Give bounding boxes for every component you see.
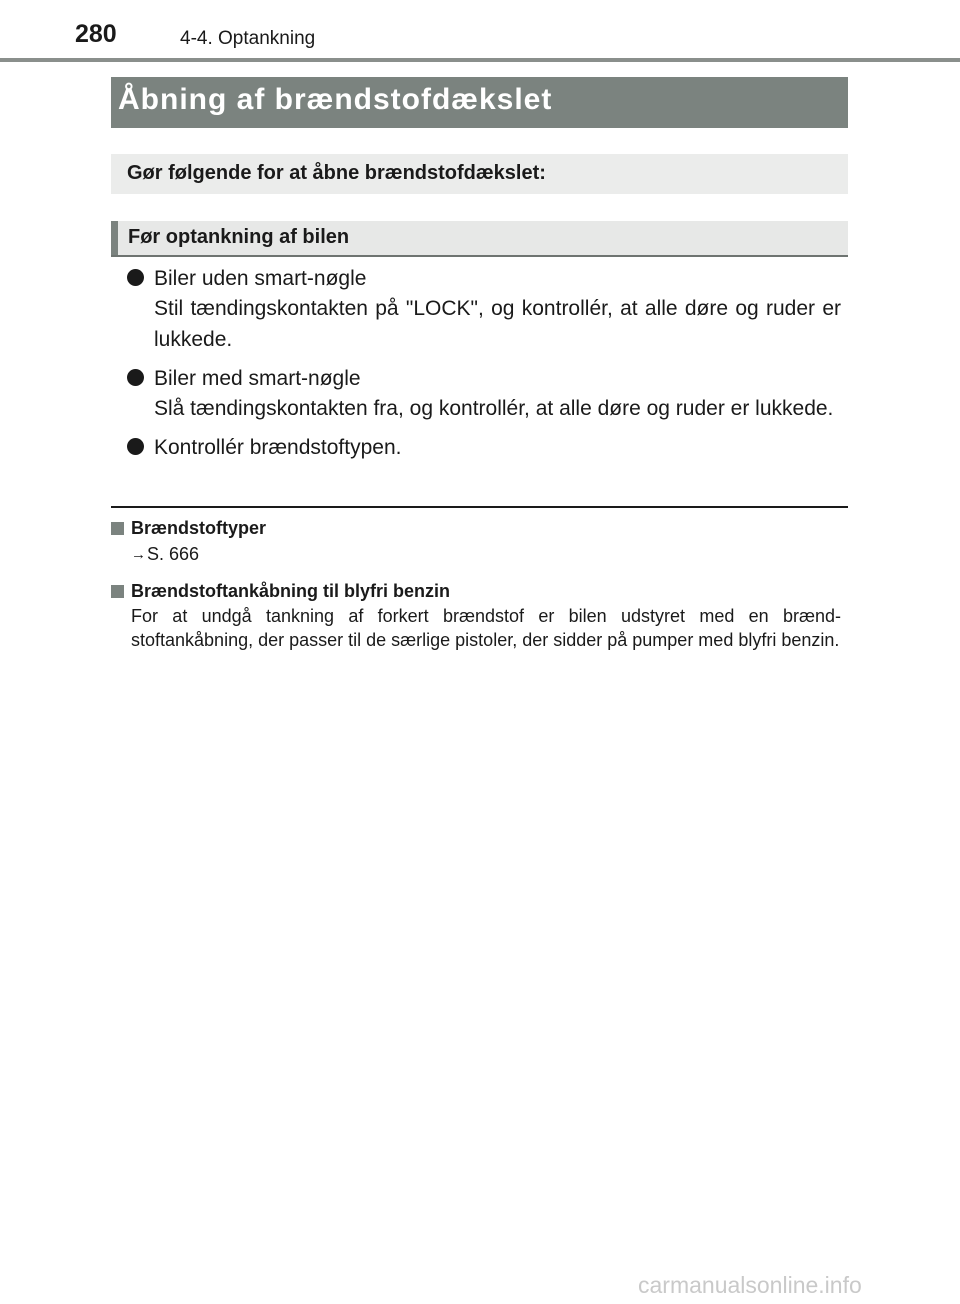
section-divider [111, 506, 848, 508]
bullet-title: Biler uden smart-nøgle [154, 267, 367, 290]
note-body: For at undgå tankning af forkert brændstof er bilen udstyret med en brænd-stoftankåbning, der passer til de særlige pistoler, der sidder på pumper med blyfri benzin. [131, 606, 841, 650]
bullet-icon [127, 369, 144, 386]
note-fuel-types [111, 515, 841, 568]
notes-section [111, 515, 841, 662]
watermark: carmanualsonline.info [638, 1272, 862, 1298]
page-title-bar [111, 77, 848, 128]
note-heading-text: Brændstoftankåbning til blyfri benzin [131, 581, 450, 601]
bullet-title: Biler med smart-nøgle [154, 367, 361, 390]
note-heading [111, 578, 841, 604]
bullet-description: Slå tændingskontakten fra, og kontrollér, at alle døre og ruder er lukkede. [154, 397, 834, 420]
square-bullet-icon [111, 522, 124, 535]
subheading-box [111, 221, 848, 255]
note-unleaded-inlet [111, 578, 841, 652]
arrow-right-icon: → [131, 546, 146, 563]
list-item [127, 433, 841, 462]
note-heading [111, 515, 841, 541]
bullet-icon [127, 438, 144, 455]
bullet-description: Stil tændingskontakten på "LOCK", og kontrollér, at alle døre og ruder er lukkede. [154, 297, 841, 351]
section-reference: 4-4. Optankning [180, 28, 316, 49]
page-number: 280 [75, 20, 117, 48]
intro-text: Gør følgende for at åbne brændstofdækslet: [127, 162, 546, 184]
intro-box [111, 154, 848, 194]
note-heading-text: Brændstoftyper [131, 518, 267, 538]
bullet-icon [127, 269, 144, 286]
bullet-title: Kontrollér brændstoftypen. [154, 436, 402, 459]
page-reference[interactable] [111, 541, 841, 568]
subheading-title: Før optankning af bilen [128, 226, 350, 248]
list-item [127, 264, 841, 355]
page-title: Åbning af brændstofdækslet [118, 83, 553, 116]
subheading-underline [111, 255, 848, 257]
page-reference-text: S. 666 [147, 544, 200, 564]
square-bullet-icon [111, 585, 124, 598]
list-item [127, 364, 841, 424]
bullet-list [127, 264, 841, 471]
header-divider [0, 58, 960, 62]
